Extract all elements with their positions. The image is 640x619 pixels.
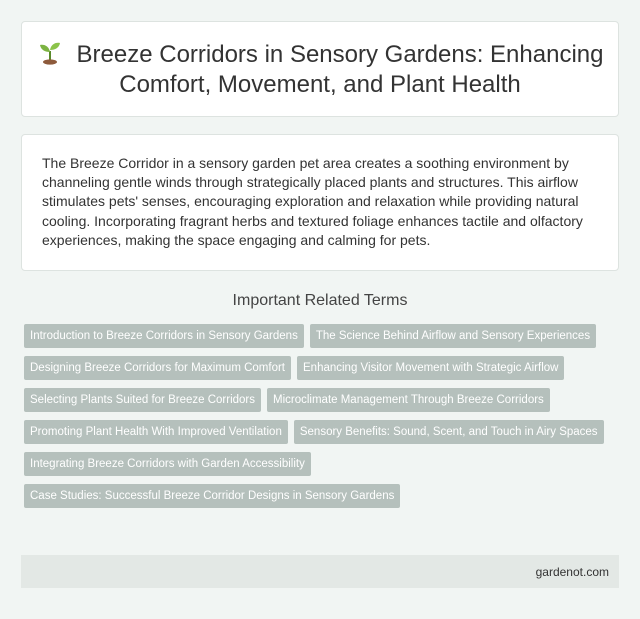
related-terms-heading: Important Related Terms: [232, 292, 408, 309]
related-term-tag[interactable]: Introduction to Breeze Corridors in Sensory Gardens: [24, 324, 304, 348]
footer: [21, 555, 619, 588]
related-term-tag[interactable]: Integrating Breeze Corridors with Garden Accessibility: [24, 452, 311, 476]
related-term-tag[interactable]: Designing Breeze Corridors for Maximum Comfort: [24, 356, 291, 380]
description-card: [21, 134, 619, 271]
related-term-tag[interactable]: Selecting Plants Suited for Breeze Corridors: [24, 388, 261, 412]
title-text: Breeze Corridors in Sensory Gardens: Enhancing Comfort, Movement, and Plant Health: [76, 40, 604, 98]
related-term-tag[interactable]: Promoting Plant Health With Improved Ventilation: [24, 420, 288, 444]
related-term-tag[interactable]: The Science Behind Airflow and Sensory Experiences: [310, 324, 596, 348]
page-title: [22, 39, 618, 100]
sprout-icon: [37, 39, 63, 65]
header-card: [21, 21, 619, 117]
related-term-tag[interactable]: Sensory Benefits: Sound, Scent, and Touch in Airy Spaces: [294, 420, 604, 444]
description-text: The Breeze Corridor in a sensory garden pet area creates a soothing environment by channeling gentle winds through strategically placed plants and structures. This airflow stimulates pets' senses, encouraging exploration and relaxation while providing natural cooling. Incorporating fragrant herbs and textured foliage enhances tactile and olfactory experiences, making the space engaging and calming for pets.: [42, 155, 583, 248]
related-term-tag[interactable]: Microclimate Management Through Breeze Corridors: [267, 388, 550, 412]
related-term-tag[interactable]: Case Studies: Successful Breeze Corridor Designs in Sensory Gardens: [24, 484, 400, 508]
related-terms-list: [24, 324, 624, 508]
related-term-tag[interactable]: Enhancing Visitor Movement with Strategic Airflow: [297, 356, 564, 380]
footer-site-link[interactable]: gardenot.com: [535, 564, 609, 579]
